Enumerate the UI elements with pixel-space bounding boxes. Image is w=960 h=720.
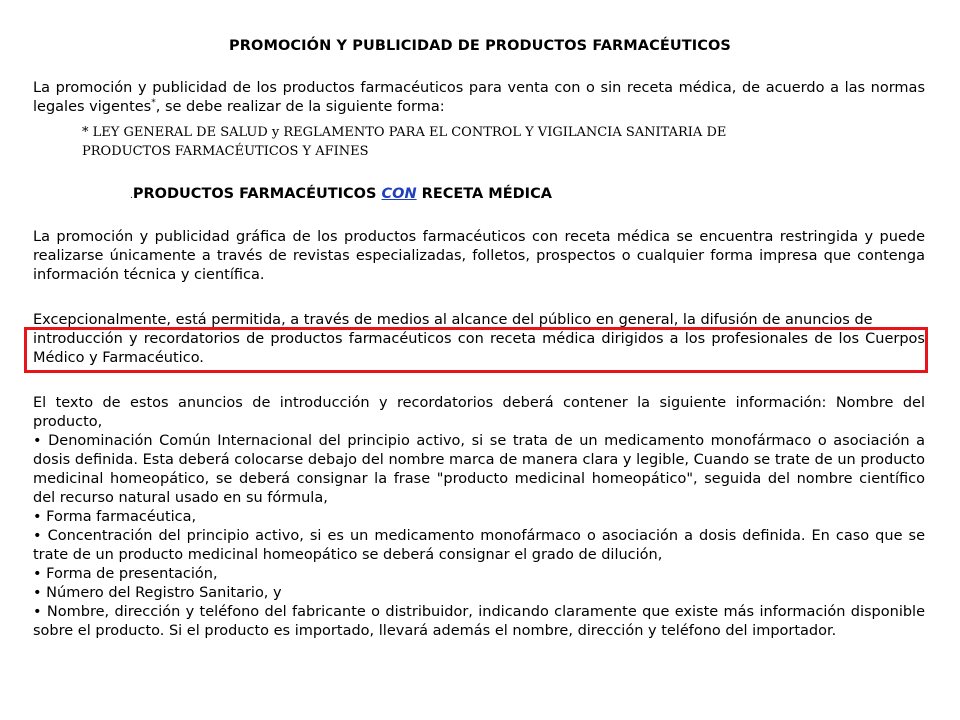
subtitle-part-2: RECETA MÉDICA [416, 186, 552, 202]
footnote-line-1: * LEY GENERAL DE SALUD y REGLAMENTO PARA EL CONTROL Y VIGILANCIA SANITARIA DE [82, 125, 727, 140]
footnote-line-2: PRODUCTOS FARMACÉUTICOS Y AFINES [82, 144, 369, 159]
paragraph-exception-highlighted: introducción y recordatorios de productos farmacéuticos con receta médica dirigidos a los profesionales de los Cuerpos Médico y Farmacéutico. [33, 331, 925, 366]
list-item: • Número del Registro Sanitario, y [33, 585, 282, 601]
list-item: • Concentración del principio activo, si es un medicamento monofármaco o asociación a dosis definida. En caso que se trate de un producto medicinal homeopático se deberá consignar el grado de dilución, [33, 528, 925, 563]
list-item: • Nombre, dirección y teléfono del fabricante o distribuidor, indicando claramente que existe más información disponible sobre el producto. Si el producto es importado, llevará además el nombre, dirección y teléfono del importador. [33, 604, 925, 639]
bullet-list [33, 432, 925, 641]
list-item: • Denominación Común Internacional del principio activo, si se trata de un medicamento monofármaco o asociación a dosis definida. Esta deberá colocarse debajo del nombre marca de manera clara y legible, Cuando se trate de un producto medicinal homeopático, se deberá consignar la frase "producto medicinal homeopático", seguida del nombre científico del recurso natural usado en su fórmula, [33, 433, 925, 506]
subtitle-part-1: PRODUCTOS FARMACÉUTICOS [132, 186, 382, 202]
page-title: PROMOCIÓN Y PUBLICIDAD DE PRODUCTOS FARMACÉUTICOS [229, 38, 731, 54]
paragraph-content-requirements: El texto de estos anuncios de introducción y recordatorios deberá contener la siguiente información: Nombre del producto, [33, 395, 925, 430]
highlight-box [24, 327, 928, 373]
footnote-marker: * [151, 98, 156, 109]
subtitle-con-link[interactable]: CON [381, 186, 417, 202]
intro-text-end: , se debe realizar de la siguiente forma: [155, 99, 445, 115]
footnote [82, 123, 882, 161]
list-item: • Forma de presentación, [33, 566, 218, 582]
paragraph-restriction: La promoción y publicidad gráfica de los productos farmacéuticos con receta médica se encuentra restringida y puede realizarse únicamente a través de revistas especializadas, folletos, prospectos o cualquier forma impresa que contenga información técnica y científica. [33, 229, 925, 283]
intro-text: La promoción y publicidad de los productos farmacéuticos para venta con o sin receta médica, de acuerdo a las normas legales vigentes [33, 80, 925, 115]
list-item: • Forma farmacéutica, [33, 509, 197, 525]
section-subtitle [130, 186, 552, 202]
intro-paragraph [33, 79, 925, 117]
subtitle-dot: . [130, 191, 133, 201]
paragraph-exception-line-1: Excepcionalmente, está permitida, a través de medios al alcance del público en general, la difusión de anuncios de [33, 312, 873, 328]
